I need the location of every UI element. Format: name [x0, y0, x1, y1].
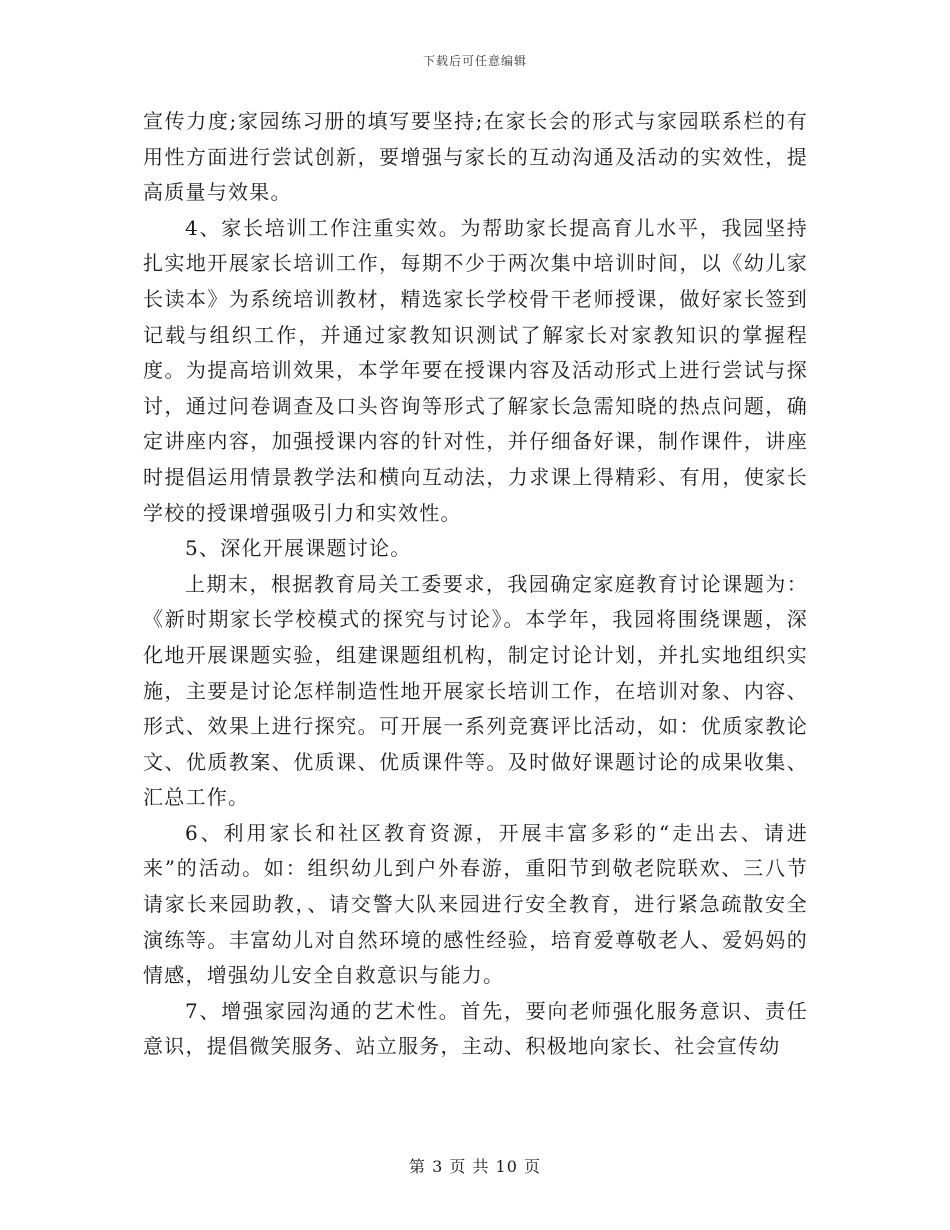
footer-suffix: 页	[524, 1157, 542, 1176]
footer-total-pages: 10	[495, 1157, 518, 1176]
paragraph-item-5-heading: 5、深化开展课题讨论。	[185, 536, 412, 561]
paragraph-item-6: 6、利用家长和社区教育资源，开展丰富多彩的“走出去、请进来”的活动。如：组织幼儿到户外春游，重阳节到敬老院联欢、三八节请家长来园助教，、请交警大队来园进行安全教育，进行紧急疏散安全演练等。丰富幼儿对自然环境的感性经验，培育爱尊敬老人、爱妈妈的情感，增强幼儿安全自救意识与能力。	[143, 820, 808, 988]
footer-middle: 页 共	[449, 1157, 490, 1176]
paragraph-item-4: 4、家长培训工作注重实效。为帮助家长提高育儿水平，我园坚持扎实地开展家长培训工作，每期不少于两次集中培训时间，以《幼儿家长读本》为系统培训教材，精选家长学校骨干老师授课，做好家长签到记载与组织工作，并通过家教知识测试了解家长对家教知识的掌握程度。为提高培训效果，本学年要在授课内容及活动形式上进行尝试与探讨，通过问卷调查及口头咨询等形式了解家长急需知晓的热点问题，确定讲座内容，加强授课内容的针对性，并仔细备好课，制作课件，讲座时提倡运用情景教学法和横向互动法，力求课上得精彩、有用，使家长学校的授课增强吸引力和实效性。	[143, 215, 808, 525]
document-body	[143, 104, 808, 1065]
footer-prefix: 第	[408, 1157, 426, 1176]
paragraph-continuation: 宣传力度;家园练习册的填写要坚持;在家长会的形式与家园联系栏的有用性方面进行尝试创新，要增强与家长的互动沟通及活动的实效性，提高质量与效果。	[143, 109, 808, 205]
paragraph-item-7: 7、增强家园沟通的艺术性。首先，要向老师强化服务意识、责任意识，提倡微笑服务、站立服务，主动、积极地向家长、社会宣传幼	[143, 998, 808, 1059]
paragraph-item-5-body: 上期末，根据教育局关工委要求，我园确定家庭教育讨论课题为：《新时期家长学校模式的探究与讨论》。本学年，我园将围绕课题，深化地开展课题实验，组建课题组机构，制定讨论计划，并扎实地组织实施，主要是讨论怎样制造性地开展家长培训工作，在培训对象、内容、形式、效果上进行探究。可开展一系列竞赛评比活动，如：优质家教论文、优质教案、优质课、优质课件等。及时做好课题讨论的成果收集、汇总工作。	[143, 571, 808, 810]
page-footer	[0, 1154, 950, 1177]
page-header-note: 下载后可任意编辑	[422, 54, 527, 68]
footer-current-page: 3	[432, 1157, 444, 1176]
